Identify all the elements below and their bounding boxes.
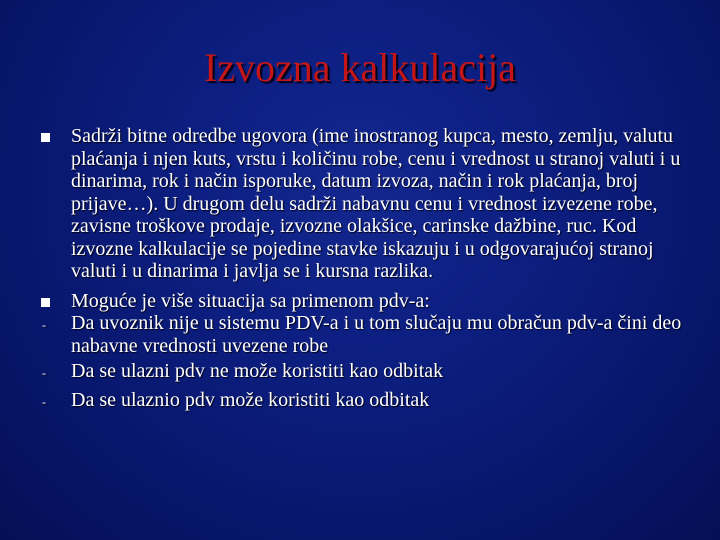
sub-item-2 (40, 360, 690, 383)
dash-bullet-icon: - (42, 366, 46, 380)
bullet-text: Sadrži bitne odredbe ugovora (ime inostranog kupca, mesto, zemlju, valutu plaćanja i njen kuts, vrstu i količinu robe, cenu i vrednost u stranoj valuti i u dinarima, rok i način isporuke, datum izvoza, način i rok plaćanja, broj prijave…). U drugom delu sadrži nabavnu cenu i vrednost izvezene robe, zavisne troškove prodaje, izvozne olakšice, carinske dažbine, ruc. Kod izvozne kalkulacije se pojedine stavke iskazuju i u odgovarajućoj stranoj valuti i u dinarima i javlja se i kursna razlika. (71, 125, 681, 282)
bullet-text: Da se ulaznio pdv može koristiti kao odbitak (71, 388, 430, 411)
dash-bullet-icon: - (42, 318, 46, 332)
bullet-item-2 (40, 290, 690, 313)
square-bullet-icon (40, 125, 60, 147)
sub-item-3 (40, 389, 690, 412)
square-bullet-icon (40, 290, 60, 312)
dash-bullet-icon: - (42, 394, 46, 409)
sub-item-1 (40, 312, 690, 357)
bullet-text: Moguće je više situacija sa primenom pdv-a: (71, 289, 430, 312)
bullet-list (40, 125, 690, 418)
bullet-text: Da se ulazni pdv ne može koristiti kao odbitak (71, 360, 444, 382)
bullet-item-1 (40, 125, 690, 283)
bullet-text: Da uvoznik nije u sistemu PDV-a i u tom slučaju mu obračun pdv-a čini deo nabavne vrednosti uvezene robe (71, 312, 682, 357)
slide-title: Izvozna kalkulacija (203, 45, 517, 90)
